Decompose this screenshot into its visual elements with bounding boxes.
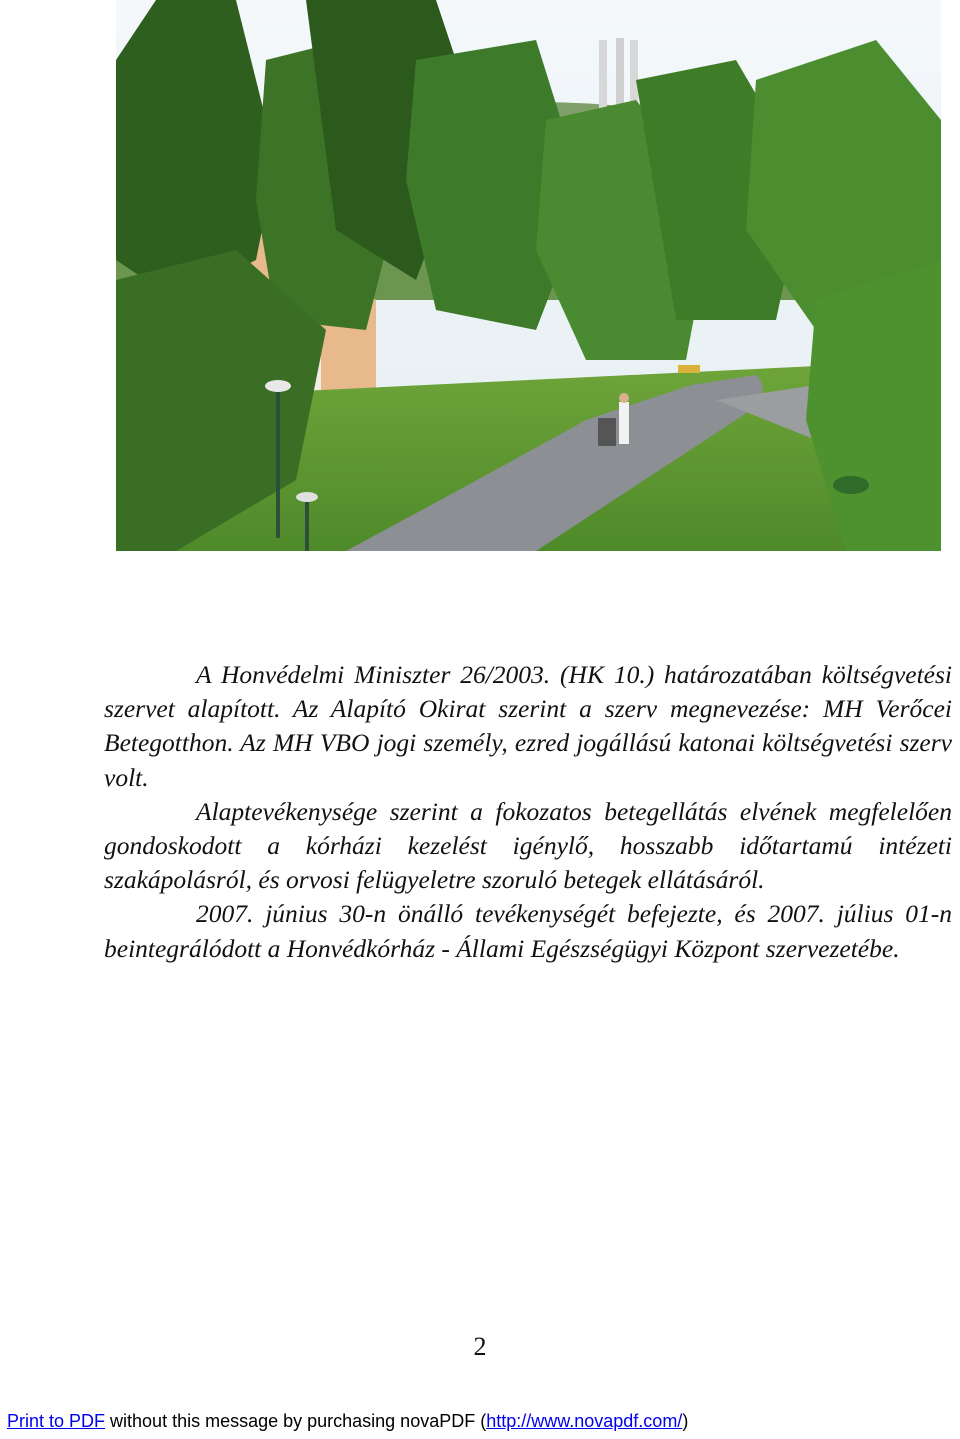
paragraph-2: Alaptevékenysége szerint a fokozatos betegellátás elvének megfelelően gondoskodott a kórházi kezelést igénylő, hosszabb időtartamú intézeti szakápolásról, és orvosi felügyeletre szoruló betegek ellátásáról.	[104, 796, 952, 895]
footer-message	[7, 1411, 688, 1432]
body-text	[104, 658, 952, 966]
footer-text: without this message by purchasing novaPDF (	[105, 1411, 487, 1431]
photo-illustration	[116, 0, 941, 551]
print-to-pdf-link[interactable]: Print to PDF	[7, 1411, 106, 1431]
paragraph-1: A Honvédelmi Miniszter 26/2003. (HK 10.) határozatában költségvetési szervet alapított. Az Alapító Okirat szerint a szerv megnevezése: MH Verőcei Betegotthon. Az MH VBO jogi személy, ezred jogállású katonai költségvetési szerv volt.	[104, 660, 952, 792]
landscape-photo	[116, 0, 941, 551]
paragraph-3: 2007. június 30-n önálló tevékenységét befejezte, és 2007. július 01-n beintegrálódott a Honvédkórház - Állami Egészségügyi Központ szervezetébe.	[104, 899, 952, 963]
page-number: 2	[473, 1332, 487, 1361]
novapdf-link[interactable]: http://www.novapdf.com/	[486, 1411, 683, 1431]
footer-close: )	[682, 1411, 689, 1431]
